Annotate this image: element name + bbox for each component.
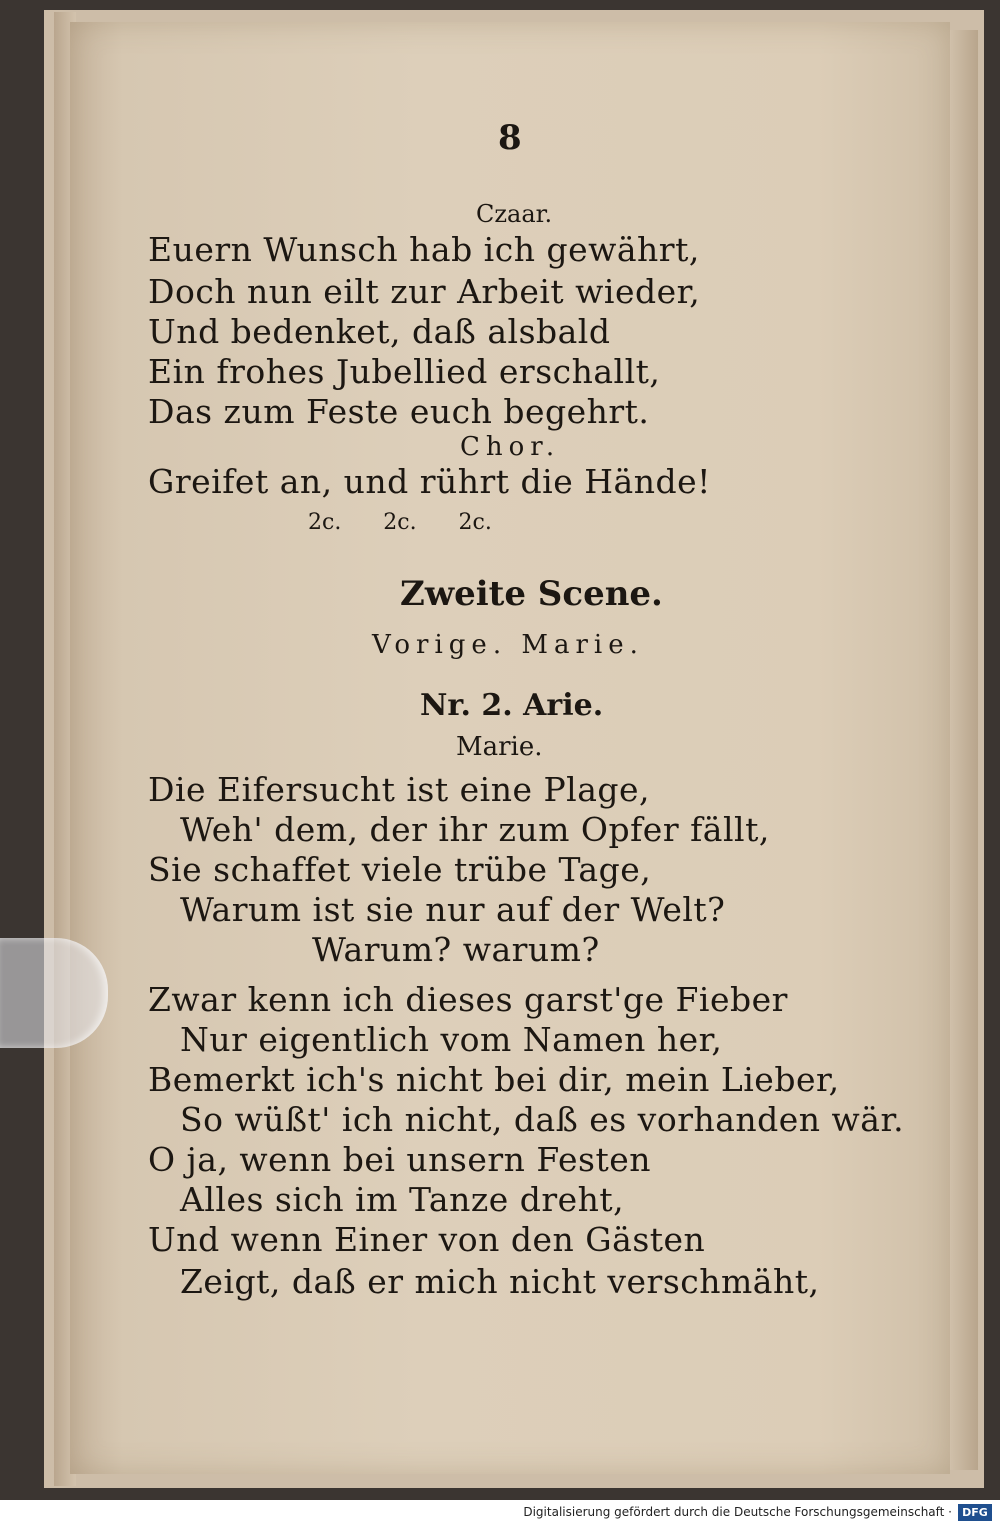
scene-persons: Vorige. Marie. <box>372 630 644 660</box>
verse-line: Das zum Feste euch begehrt. <box>148 392 650 431</box>
etcetera-marks: 2c. 2c. 2c. <box>308 510 492 535</box>
aria-line: Zeigt, daß er mich nicht verschmäht, <box>180 1262 820 1301</box>
speaker-czaar: Czaar. <box>476 200 553 228</box>
verse-line: Euern Wunsch hab ich gewährt, <box>148 230 700 269</box>
aria-line: So wüßt' ich nicht, daß es vorhanden wär. <box>180 1100 905 1139</box>
aria-line: Und wenn Einer von den Gästen <box>148 1220 706 1259</box>
clip-tab <box>0 938 108 1048</box>
speaker-marie: Marie. <box>456 732 543 762</box>
aria-line: Bemerkt ich's nicht bei dir, mein Lieber, <box>148 1060 840 1099</box>
aria-line: Warum? warum? <box>312 930 600 969</box>
number-title: Nr. 2. Arie. <box>420 688 604 723</box>
aria-line: Die Eifersucht ist eine Plage, <box>148 770 651 809</box>
scene-title: Zweite Scene. <box>400 574 663 614</box>
footer-bar <box>0 1500 1000 1525</box>
page-edge <box>950 30 978 1470</box>
verse-line: Und bedenket, daß alsbald <box>148 312 611 351</box>
verse-line: Doch nun eilt zur Arbeit wieder, <box>148 272 701 311</box>
verse-line: Ein frohes Jubellied erschallt, <box>148 352 661 391</box>
funding-credit: Digitalisierung gefördert durch die Deutsche Forschungsgemeinschaft · <box>523 1505 952 1519</box>
aria-line: Weh' dem, der ihr zum Opfer fällt, <box>180 810 770 849</box>
dfg-logo: DFG <box>958 1504 992 1521</box>
aria-line: Nur eigentlich vom Namen her, <box>180 1020 723 1059</box>
aria-line: Zwar kenn ich dieses garst'ge Fieber <box>148 980 788 1019</box>
aria-line: O ja, wenn bei unsern Festen <box>148 1140 651 1179</box>
speaker-chor: Chor. <box>460 432 561 462</box>
verse-line: Greifet an, und rührt die Hände! <box>148 462 711 501</box>
aria-line: Alles sich im Tanze dreht, <box>180 1180 625 1219</box>
page-number: 8 <box>498 118 522 158</box>
aria-line: Sie schaffet viele trübe Tage, <box>148 850 652 889</box>
aria-line: Warum ist sie nur auf der Welt? <box>180 890 726 929</box>
